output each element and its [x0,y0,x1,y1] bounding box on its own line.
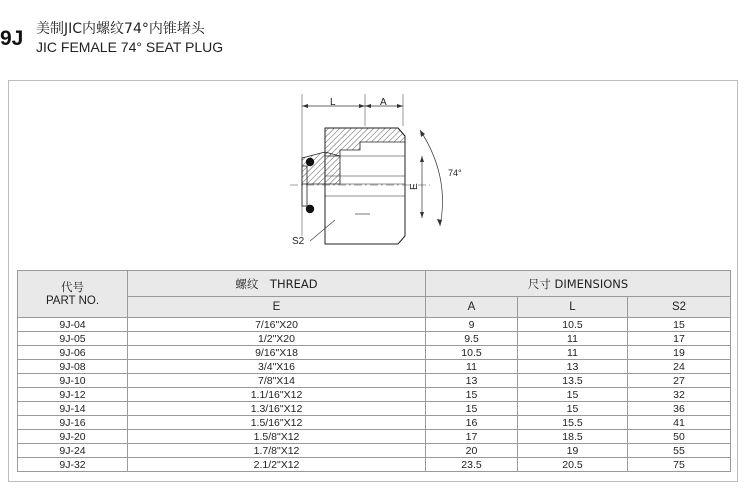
cell-s2: 50 [628,430,731,444]
cell-l: 18.5 [518,430,628,444]
cell-a: 16 [426,416,518,430]
cell-s2: 75 [628,458,731,472]
cell-l: 13 [518,360,628,374]
cell-a: 9.5 [426,332,518,346]
cell-part: 9J-04 [18,318,128,332]
cell-a: 17 [426,430,518,444]
cell-l: 11 [518,332,628,346]
cell-s2: 55 [628,444,731,458]
cell-s2: 41 [628,416,731,430]
cell-s2: 36 [628,402,731,416]
table-row [18,444,731,458]
sub-header-e: E [128,297,426,318]
cell-e: 1.7/8"X12 [128,444,426,458]
table-row [18,360,731,374]
label-s2: S2 [292,236,305,247]
table-row [18,332,731,346]
cell-a: 11 [426,360,518,374]
cell-part: 9J-06 [18,346,128,360]
cell-l: 15 [518,388,628,402]
sub-header-l: L [518,297,628,318]
cell-a: 13 [426,374,518,388]
table-row [18,318,731,332]
title-english: JIC FEMALE 74° SEAT PLUG [36,39,224,55]
dimensions-header: 尺寸 DIMENSIONS [426,271,731,297]
cell-part: 9J-32 [18,458,128,472]
table-row [18,416,731,430]
cell-a: 20 [426,444,518,458]
sub-header-s2: S2 [628,297,731,318]
cell-l: 11 [518,346,628,360]
part-no-label-cn: 代号 [61,280,84,294]
cell-e: 2.1/2"X12 [128,458,426,472]
cell-s2: 19 [628,346,731,360]
cell-s2: 17 [628,332,731,346]
cell-a: 9 [426,318,518,332]
cell-e: 1/2"X20 [128,332,426,346]
cell-e: 1.5/8"X12 [128,430,426,444]
cell-part: 9J-08 [18,360,128,374]
cell-e: 3/4"X16 [128,360,426,374]
header-row-1 [18,271,731,297]
cell-l: 10.5 [518,318,628,332]
cell-part: 9J-20 [18,430,128,444]
table-row [18,346,731,360]
cell-e: 1.1/16"X12 [128,388,426,402]
spec-table [17,270,731,472]
part-no-label-en: PART NO. [45,295,100,307]
thread-header: 螺纹 THREAD [128,271,426,297]
cell-s2: 32 [628,388,731,402]
cell-part: 9J-14 [18,402,128,416]
cell-s2: 27 [628,374,731,388]
cell-e: 7/16"X20 [128,318,426,332]
table-row [18,374,731,388]
product-code: 9J [0,27,24,50]
label-angle: 74° [448,168,462,178]
cell-l: 19 [518,444,628,458]
cell-part: 9J-16 [18,416,128,430]
part-no-header [18,271,128,318]
cell-a: 15 [426,402,518,416]
cell-part: 9J-12 [18,388,128,402]
label-a: A [380,97,387,108]
cell-s2: 15 [628,318,731,332]
title-chinese: 美制JIC内螺纹74°内锥堵头 [36,21,205,37]
cell-a: 15 [426,388,518,402]
cell-s2: 24 [628,360,731,374]
cell-part: 9J-24 [18,444,128,458]
cell-part: 9J-10 [18,374,128,388]
table-row [18,388,731,402]
cell-e: 1.3/16"X12 [128,402,426,416]
label-e: E [409,183,420,190]
cell-a: 10.5 [426,346,518,360]
cell-l: 13.5 [518,374,628,388]
cell-l: 20.5 [518,458,628,472]
table-row [18,458,731,472]
table-row [18,430,731,444]
cell-e: 1.5/16"X12 [128,416,426,430]
cell-e: 9/16"X18 [128,346,426,360]
sub-header-a: A [426,297,518,318]
cell-a: 23.5 [426,458,518,472]
technical-drawing [280,86,480,254]
label-l: L [330,97,336,108]
cell-part: 9J-05 [18,332,128,346]
cell-l: 15 [518,402,628,416]
cell-l: 15.5 [518,416,628,430]
cell-e: 7/8"X14 [128,374,426,388]
table-row [18,402,731,416]
